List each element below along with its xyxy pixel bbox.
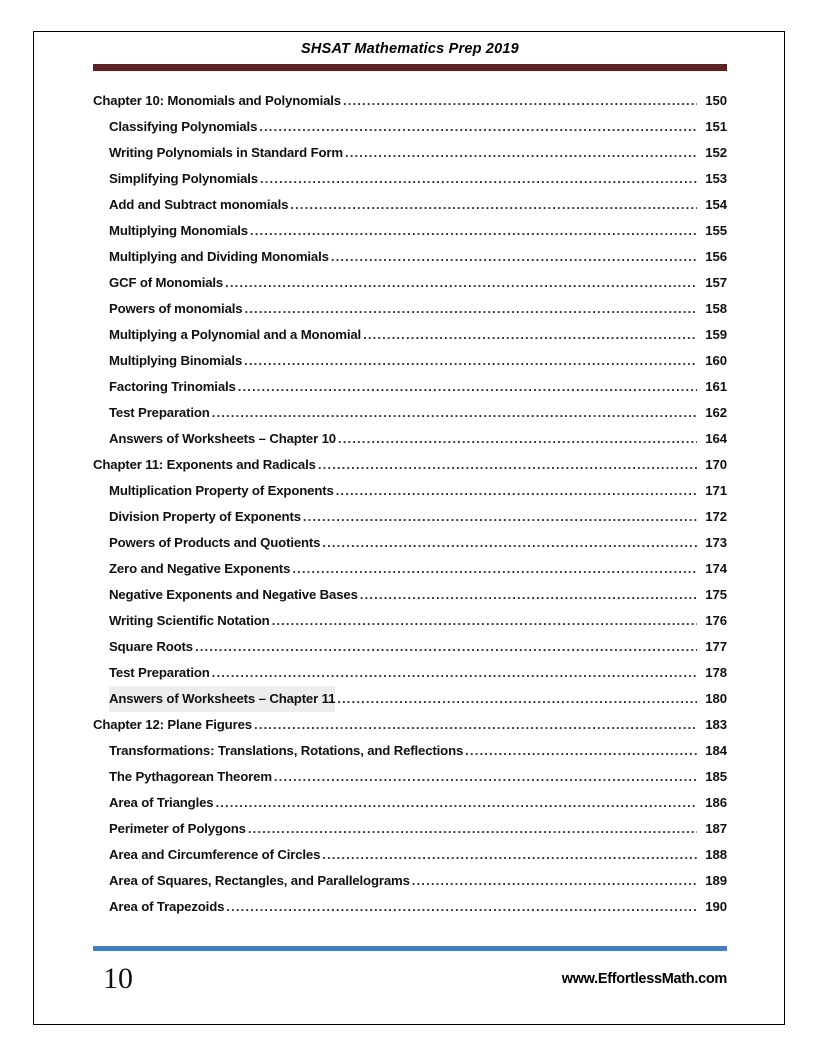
toc-entry-row[interactable]	[93, 348, 727, 374]
toc-page-number: 162	[705, 405, 727, 420]
toc-dot-leader	[322, 842, 697, 868]
toc-entry-row[interactable]	[93, 504, 727, 530]
toc-entry-label: Answers of Worksheets – Chapter 11	[109, 686, 335, 712]
toc-entry-row[interactable]	[93, 686, 727, 712]
toc-entry-row[interactable]	[93, 738, 727, 764]
toc-entry-label: Area of Trapezoids	[109, 899, 225, 914]
toc-entry-label: Classifying Polynomials	[109, 119, 258, 134]
toc-dot-leader	[338, 426, 697, 452]
toc-page-number: 174	[705, 561, 727, 576]
toc-page-number: 156	[705, 249, 727, 264]
toc-entry-label: Writing Polynomials in Standard Form	[109, 145, 343, 160]
toc-entry-label: Multiplying a Polynomial and a Monomial	[109, 327, 362, 342]
toc-entry-row[interactable]	[93, 322, 727, 348]
toc-entry-row[interactable]	[93, 478, 727, 504]
toc-page-number: 153	[705, 171, 727, 186]
toc-entry-label: GCF of Monomials	[109, 275, 224, 290]
toc-page-number: 183	[705, 717, 727, 732]
toc-entry-row[interactable]	[93, 114, 727, 140]
toc-page-number: 151	[705, 119, 727, 134]
toc-page-number: 187	[705, 821, 727, 836]
toc-entry-label: Area of Squares, Rectangles, and Parallelograms	[109, 873, 410, 888]
toc-dot-leader	[215, 790, 697, 816]
toc-page-number: 170	[705, 457, 727, 472]
toc-page-number: 154	[705, 197, 727, 212]
footer-row	[93, 959, 727, 999]
toc-entry-label: Area of Triangles	[109, 795, 214, 810]
toc-page-number: 180	[705, 691, 727, 706]
toc-dot-leader	[238, 374, 697, 400]
toc-page-number: 185	[705, 769, 727, 784]
toc-entry-label: Chapter 12: Plane Figures	[93, 717, 252, 732]
toc-entry-label: Transformations: Translations, Rotations, and Reflections	[109, 743, 464, 758]
toc-entry-row[interactable]	[93, 634, 727, 660]
toc-page-number: 155	[705, 223, 727, 238]
toc-entry-label: Negative Exponents and Negative Bases	[109, 587, 358, 602]
toc-page-number: 159	[705, 327, 727, 342]
toc-chapter-row[interactable]	[93, 88, 727, 114]
toc-page-number: 160	[705, 353, 727, 368]
toc-entry-row[interactable]	[93, 556, 727, 582]
toc-entry-label: Add and Subtract monomials	[109, 197, 289, 212]
toc-dot-leader	[343, 88, 697, 114]
toc-dot-leader	[226, 894, 697, 920]
toc-dot-leader	[360, 582, 697, 608]
toc-entry-row[interactable]	[93, 218, 727, 244]
toc-entry-row[interactable]	[93, 374, 727, 400]
toc-entry-label: Square Roots	[109, 639, 193, 654]
toc-dot-leader	[212, 400, 697, 426]
toc-entry-row[interactable]	[93, 140, 727, 166]
toc-dot-leader	[336, 478, 697, 504]
toc-entry-label: Test Preparation	[109, 405, 210, 420]
toc-entry-row[interactable]	[93, 842, 727, 868]
toc-page-number: 172	[705, 509, 727, 524]
toc-entry-row[interactable]	[93, 530, 727, 556]
toc-page-number: 188	[705, 847, 727, 862]
toc-page-number: 161	[705, 379, 727, 394]
toc-entry-label: Multiplication Property of Exponents	[109, 483, 334, 498]
page-content	[93, 40, 727, 920]
page-footer	[93, 946, 727, 999]
toc-entry-row[interactable]	[93, 426, 727, 452]
toc-page-number: 177	[705, 639, 727, 654]
toc-entry-row[interactable]	[93, 790, 727, 816]
toc-chapter-row[interactable]	[93, 712, 727, 738]
toc-page-number: 190	[705, 899, 727, 914]
toc-page-number: 178	[705, 665, 727, 680]
toc-page-number: 189	[705, 873, 727, 888]
toc-entry-label: Test Preparation	[109, 665, 210, 680]
toc-dot-leader	[337, 686, 697, 712]
toc-dot-leader	[272, 608, 697, 634]
toc-dot-leader	[248, 816, 697, 842]
toc-dot-leader	[195, 634, 697, 660]
toc-entry-row[interactable]	[93, 764, 727, 790]
toc-entry-row[interactable]	[93, 868, 727, 894]
toc-entry-row[interactable]	[93, 400, 727, 426]
toc-entry-row[interactable]	[93, 192, 727, 218]
toc-entry-row[interactable]	[93, 244, 727, 270]
toc-entry-row[interactable]	[93, 270, 727, 296]
toc-entry-label: Zero and Negative Exponents	[109, 561, 291, 576]
toc-entry-row[interactable]	[93, 660, 727, 686]
toc-dot-leader	[345, 140, 697, 166]
toc-entry-label: Multiplying and Dividing Monomials	[109, 249, 329, 264]
toc-dot-leader	[244, 348, 697, 374]
toc-page-number: 157	[705, 275, 727, 290]
toc-page-number: 176	[705, 613, 727, 628]
toc-entry-row[interactable]	[93, 894, 727, 920]
toc-entry-label: The Pythagorean Theorem	[109, 769, 272, 784]
toc-page-number: 171	[705, 483, 727, 498]
toc-dot-leader	[363, 322, 697, 348]
toc-entry-label: Multiplying Binomials	[109, 353, 243, 368]
toc-dot-leader	[254, 712, 697, 738]
toc-dot-leader	[290, 192, 697, 218]
toc-entry-label: Division Property of Exponents	[109, 509, 301, 524]
toc-dot-leader	[292, 556, 697, 582]
toc-dot-leader	[331, 244, 697, 270]
toc-dot-leader	[244, 296, 697, 322]
header-rule	[93, 64, 727, 71]
toc-dot-leader	[250, 218, 697, 244]
toc-page-number: 164	[705, 431, 727, 446]
toc-page-number: 150	[705, 93, 727, 108]
toc-dot-leader	[322, 530, 697, 556]
toc-entry-row[interactable]	[93, 166, 727, 192]
toc-page-number: 173	[705, 535, 727, 550]
toc-entry-label: Powers of monomials	[109, 301, 243, 316]
toc-page-number: 184	[705, 743, 727, 758]
footer-website-link[interactable]: www.EffortlessMath.com	[561, 971, 727, 987]
toc-entry-row[interactable]	[93, 296, 727, 322]
toc-entry-label: Multiplying Monomials	[109, 223, 248, 238]
toc-entry-label: Chapter 10: Monomials and Polynomials	[93, 93, 341, 108]
toc-entry-label: Perimeter of Polygons	[109, 821, 246, 836]
toc-page-number: 152	[705, 145, 727, 160]
running-header-title: SHSAT Mathematics Prep 2019	[301, 41, 519, 57]
toc-entry-row[interactable]	[93, 582, 727, 608]
toc-entry-label: Powers of Products and Quotients	[109, 535, 321, 550]
toc-entry-label: Simplifying Polynomials	[109, 171, 258, 186]
toc-entry-label: Answers of Worksheets – Chapter 10	[109, 431, 336, 446]
toc-dot-leader	[225, 270, 697, 296]
toc-dot-leader	[260, 166, 697, 192]
toc-dot-leader	[259, 114, 697, 140]
toc-page-number: 158	[705, 301, 727, 316]
toc-page-number: 175	[705, 587, 727, 602]
toc-dot-leader	[318, 452, 697, 478]
toc-chapter-row[interactable]	[93, 452, 727, 478]
footer-page-number: 10	[103, 962, 133, 995]
toc-dot-leader	[274, 764, 697, 790]
toc-entry-label: Chapter 11: Exponents and Radicals	[93, 457, 316, 472]
toc-entry-label: Area and Circumference of Circles	[109, 847, 321, 862]
toc-entry-row[interactable]	[93, 608, 727, 634]
footer-rule	[93, 946, 727, 951]
toc-dot-leader	[212, 660, 697, 686]
toc-page-number: 186	[705, 795, 727, 810]
toc-entry-label: Factoring Trinomials	[109, 379, 236, 394]
toc-entry-label: Writing Scientific Notation	[109, 613, 270, 628]
toc-dot-leader	[303, 504, 697, 530]
toc-dot-leader	[465, 738, 697, 764]
toc-entry-row[interactable]	[93, 816, 727, 842]
table-of-contents	[93, 88, 727, 920]
toc-dot-leader	[412, 868, 697, 894]
